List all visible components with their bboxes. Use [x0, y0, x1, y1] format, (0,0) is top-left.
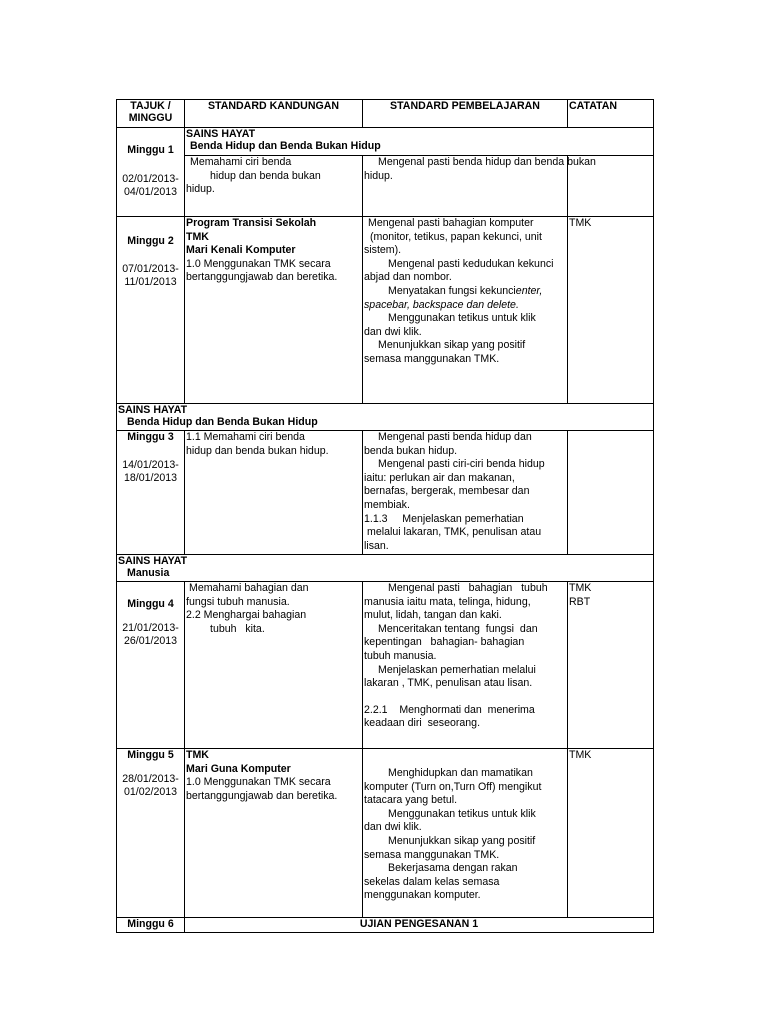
- week1-topic-row: [117, 128, 654, 156]
- week2-kandungan: [185, 217, 363, 404]
- section3-topic: Benda Hidup dan Benda Bukan Hidup: [127, 416, 318, 428]
- section-sains-hayat-manusia-row: [117, 555, 654, 582]
- week4-p-line: tubuh manusia.: [364, 649, 437, 662]
- week4-p-line: Menceritakan tentang fungsi dan: [378, 622, 538, 635]
- week2-k-line: bertanggungjawab dan beretika.: [186, 271, 338, 284]
- week5-p-line: komputer (Turn on,Turn Off) mengikut: [364, 780, 542, 793]
- week1-pembelajaran: [363, 156, 596, 217]
- week5-p-line: Menunjukkan sikap yang positif: [388, 834, 536, 847]
- week3-p-line: lisan.: [364, 539, 389, 552]
- week5-kandungan: [185, 749, 363, 918]
- week4-k-line: 2.2 Menghargai bahagian: [186, 609, 307, 622]
- week4-note: RBT: [569, 595, 591, 608]
- week1-cell: [117, 128, 185, 217]
- week6-row: [117, 918, 654, 933]
- header-tajuk-minggu: TAJUK / MINGGU: [117, 100, 185, 128]
- week2-p-line: semasa manggunakan TMK.: [364, 352, 500, 365]
- week1-k-line: hidup.: [186, 183, 215, 196]
- week4-k-line: tubuh kita.: [210, 622, 265, 635]
- week1-date-start: 02/01/2013-: [122, 172, 179, 185]
- week5-date-start: 28/01/2013-: [122, 772, 179, 785]
- week2-row: [117, 217, 654, 404]
- week2-p-line: dan dwi klik.: [364, 325, 422, 338]
- week4-p-line: lakaran , TMK, penulisan atau lisan.: [364, 677, 533, 690]
- week2-k-line: Program Transisi Sekolah: [186, 217, 317, 229]
- week1-label: Minggu 1: [127, 144, 174, 156]
- week3-p-line: bernafas, bergerak, membesar dan: [364, 485, 530, 498]
- week2-catatan: [568, 217, 654, 404]
- week1-p-line: hidup.: [364, 169, 393, 182]
- section4-theme: SAINS HAYAT: [118, 555, 188, 567]
- week4-row: [117, 582, 654, 749]
- week4-k-line: fungsi tubuh manusia.: [186, 595, 290, 608]
- week3-k-line: hidup dan benda bukan hidup.: [186, 444, 329, 457]
- week3-cell: [117, 431, 185, 555]
- week4-k-line: Memahami bahagian dan: [189, 582, 309, 594]
- week4-date-end: 26/01/2013: [123, 635, 178, 648]
- section3-theme: SAINS HAYAT: [118, 404, 188, 416]
- section-sains-hayat-benda: [117, 404, 654, 431]
- week3-catatan: [568, 431, 654, 555]
- week6-label: Minggu 6: [127, 918, 174, 930]
- table-header-row: [117, 100, 654, 128]
- week4-note: TMK: [569, 582, 592, 594]
- week5-label: Minggu 5: [127, 749, 174, 761]
- week3-p-line: Mengenal pasti ciri-ciri benda hidup: [378, 458, 545, 471]
- week4-date-start: 21/01/2013-: [122, 621, 179, 634]
- week2-p-line: (monitor, tetikus, papan kekunci, unit: [370, 230, 542, 243]
- header-catatan: CATATAN: [568, 100, 654, 128]
- week4-label: Minggu 4: [127, 598, 174, 610]
- week3-date-start: 14/01/2013-: [122, 458, 179, 471]
- week5-catatan: [568, 749, 654, 918]
- week3-kandungan: [185, 431, 363, 555]
- week2-note: TMK: [569, 217, 592, 229]
- week4-catatan: [568, 582, 654, 749]
- week4-pembelajaran: [363, 582, 568, 749]
- week2-p-line: sistem).: [364, 244, 402, 257]
- week2-p6-text: Menyatakan fungsi kekunci: [388, 284, 516, 297]
- week1-topic-cell: [185, 128, 654, 156]
- week3-p-line: 1.1.3 Menjelaskan pemerhatian: [364, 512, 524, 525]
- week5-p-line: Bekerjasama dengan rakan: [388, 862, 518, 875]
- week1-k-line: hidup dan benda bukan: [210, 169, 321, 182]
- week5-row: [117, 749, 654, 918]
- week3-p-line: benda bukan hidup.: [364, 444, 458, 457]
- week3-p-line: Mengenal pasti benda hidup dan: [378, 431, 532, 443]
- week5-k-line: 1.0 Menggunakan TMK secara: [186, 776, 331, 789]
- section-sains-hayat-benda-row: [117, 404, 654, 431]
- lesson-plan-table: [116, 99, 654, 933]
- week2-p-line: Mengenal pasti bahagian komputer: [368, 217, 534, 229]
- week5-p-line: sekelas dalam kelas semasa: [364, 875, 500, 888]
- week2-k-line: 1.0 Menggunakan TMK secara: [186, 257, 331, 270]
- week1-theme: SAINS HAYAT: [186, 128, 256, 140]
- week1-date-end: 04/01/2013: [123, 186, 178, 199]
- week5-date-end: 01/02/2013: [123, 786, 178, 799]
- week5-k-line: TMK: [186, 749, 209, 761]
- week2-k-line: TMK: [186, 230, 209, 243]
- week2-label: Minggu 2: [127, 235, 174, 247]
- week3-p-line: membiak.: [364, 498, 410, 511]
- week2-p-line: Mengenal pasti kedudukan kekunci: [388, 257, 554, 270]
- week2-p6-italic: enter,: [515, 284, 543, 297]
- week3-label: Minggu 3: [127, 431, 174, 443]
- week4-p-line: mulut, lidah, tangan dan kaki.: [364, 609, 502, 622]
- week2-cell: [117, 217, 185, 404]
- week2-p-line: abjad dan nombor.: [364, 271, 452, 284]
- week1-topic: Benda Hidup dan Benda Bukan Hidup: [190, 140, 381, 152]
- week4-p-line: keadaan diri seseorang.: [364, 717, 481, 730]
- week5-k-line: bertanggungjawab dan beretika.: [186, 789, 338, 802]
- week3-row: [117, 431, 654, 555]
- week5-note: TMK: [569, 749, 592, 761]
- week2-date-start: 07/01/2013-: [122, 262, 179, 275]
- week5-p-line: tatacara yang betul.: [364, 794, 458, 807]
- header-standard-pembelajaran: STANDARD PEMBELAJARAN: [363, 100, 568, 128]
- week3-p-line: melalui lakaran, TMK, penulisan atau: [367, 526, 542, 539]
- week4-kandungan: [185, 582, 363, 749]
- week4-p-line: kepentingan bahagian- bahagian: [364, 636, 525, 649]
- week6-exam: UJIAN PENGESANAN 1: [185, 918, 654, 933]
- week5-p-line: semasa manggunakan TMK.: [364, 848, 500, 861]
- week4-p-line: Mengenal pasti bahagian tubuh: [388, 582, 548, 594]
- week2-k-line: Mari Kenali Komputer: [186, 244, 296, 257]
- week4-p-line: manusia iaitu mata, telinga, hidung,: [364, 595, 531, 608]
- week5-p-line: Menghidupkan dan mamatikan: [388, 767, 533, 779]
- week2-p-line: Menggunakan tetikus untuk klik: [388, 312, 536, 325]
- week5-cell: [117, 749, 185, 918]
- week5-p-line: dan dwi klik.: [364, 821, 422, 834]
- header-standard-kandungan: STANDARD KANDUNGAN: [185, 100, 363, 128]
- week3-k-line: 1.1 Memahami ciri benda: [186, 431, 305, 443]
- section4-topic: Manusia: [127, 567, 170, 579]
- week6-cell: [117, 918, 185, 933]
- week1-p-line: Mengenal pasti benda hidup dan benda bukan: [378, 156, 596, 168]
- section-sains-hayat-manusia: [117, 555, 654, 582]
- week2-date-end: 11/01/2013: [124, 276, 177, 289]
- week4-p-line: Menjelaskan pemerhatian melalui: [378, 663, 536, 676]
- week2-p-line: Menunjukkan sikap yang positif: [378, 339, 526, 352]
- week5-p-line: Menggunakan tetikus untuk klik: [388, 807, 536, 820]
- week4-cell: [117, 582, 185, 749]
- week5-k-line: Mari Guna Komputer: [186, 762, 291, 775]
- week1-content-row: [117, 156, 654, 217]
- week1-kandungan: [185, 156, 363, 217]
- week4-p-line: 2.2.1 Menghormati dan menerima: [364, 703, 535, 716]
- week1-k-line: Memahami ciri benda: [190, 156, 292, 168]
- week3-date-end: 18/01/2013: [123, 472, 178, 485]
- week3-pembelajaran: [363, 431, 568, 555]
- week2-p-line: [364, 285, 566, 299]
- week3-p-line: iaitu: perlukan air dan makanan,: [364, 471, 515, 484]
- week2-pembelajaran: [363, 217, 568, 404]
- week5-pembelajaran: [363, 749, 568, 918]
- week5-p-line: menggunakan komputer.: [364, 889, 481, 902]
- week2-p-line: spacebar, backspace dan delete.: [364, 298, 519, 311]
